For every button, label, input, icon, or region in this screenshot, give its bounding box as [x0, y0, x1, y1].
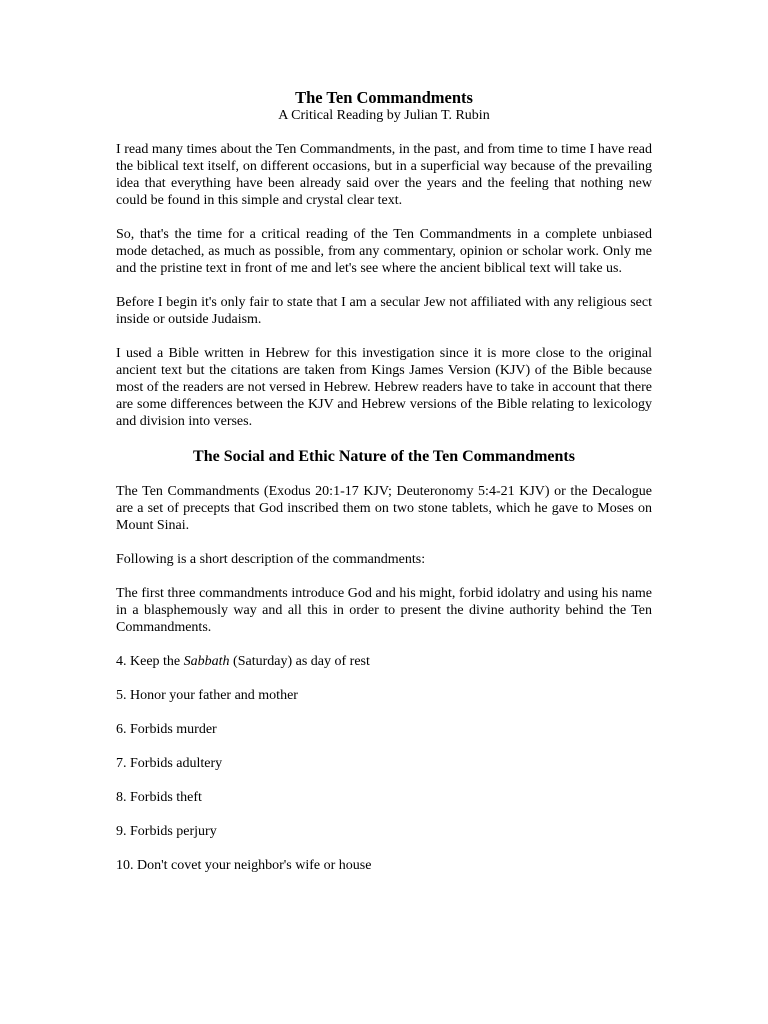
commandment-suffix: (Saturday) as day of rest	[229, 654, 370, 669]
page-title: The Ten Commandments	[295, 88, 473, 107]
commandment-item: 6. Forbids murder	[116, 722, 217, 737]
commandment-item: 9. Forbids perjury	[116, 824, 217, 839]
commandment-item: 10. Don't covet your neighbor's wife or house	[116, 858, 372, 873]
page-subtitle: A Critical Reading by Julian T. Rubin	[278, 108, 490, 123]
document-page	[116, 88, 652, 891]
commandment-item: 7. Forbids adultery	[116, 756, 223, 771]
commandment-prefix: 4. Keep the	[116, 654, 184, 669]
sabbath-emphasis: Sabbath	[183, 654, 230, 669]
commandment-item: 5. Honor your father and mother	[116, 688, 298, 703]
intro-paragraph: I read many times about the Ten Commandments, in the past, and from time to time I have read the biblical text itself, on different occasions, but in a superficial way because of the prevailing idea that everything have been already said over the years and the feeling that nothing new could be found in this simple and crystal clear text.	[116, 142, 652, 208]
commandment-item: 8. Forbids theft	[116, 790, 202, 805]
section-paragraph: The Ten Commandments (Exodus 20:1-17 KJV; Deuteronomy 5:4-21 KJV) or the Decalogue are a set of precepts that God inscribed them on two stone tablets, which he gave to Moses on Mount Sinai.	[116, 484, 652, 533]
section-heading: The Social and Ethic Nature of the Ten Commandments	[193, 448, 575, 465]
intro-paragraph: I used a Bible written in Hebrew for this investigation since it is more close to the original ancient text but the citations are taken from Kings James Version (KJV) of the Bible because most of the readers are not versed in Hebrew. Hebrew readers have to take in account that there are some differences between the KJV and Hebrew versions of the Bible relating to lexicology and division into verses.	[116, 346, 652, 429]
commandment-item	[116, 653, 652, 670]
intro-paragraph: Before I begin it's only fair to state that I am a secular Jew not affiliated with any religious sect inside or outside Judaism.	[116, 295, 652, 327]
intro-paragraph: So, that's the time for a critical reading of the Ten Commandments in a complete unbiased mode detached, as much as possible, from any commentary, opinion or scholar work. Only me and the pristine text in front of me and let's see where the ancient biblical text will take us.	[116, 227, 652, 276]
section-paragraph: The first three commandments introduce God and his might, forbid idolatry and using his name in a blasphemously way and all this in order to present the divine authority behind the Ten Commandments.	[116, 586, 652, 635]
section-paragraph: Following is a short description of the commandments:	[116, 552, 426, 567]
